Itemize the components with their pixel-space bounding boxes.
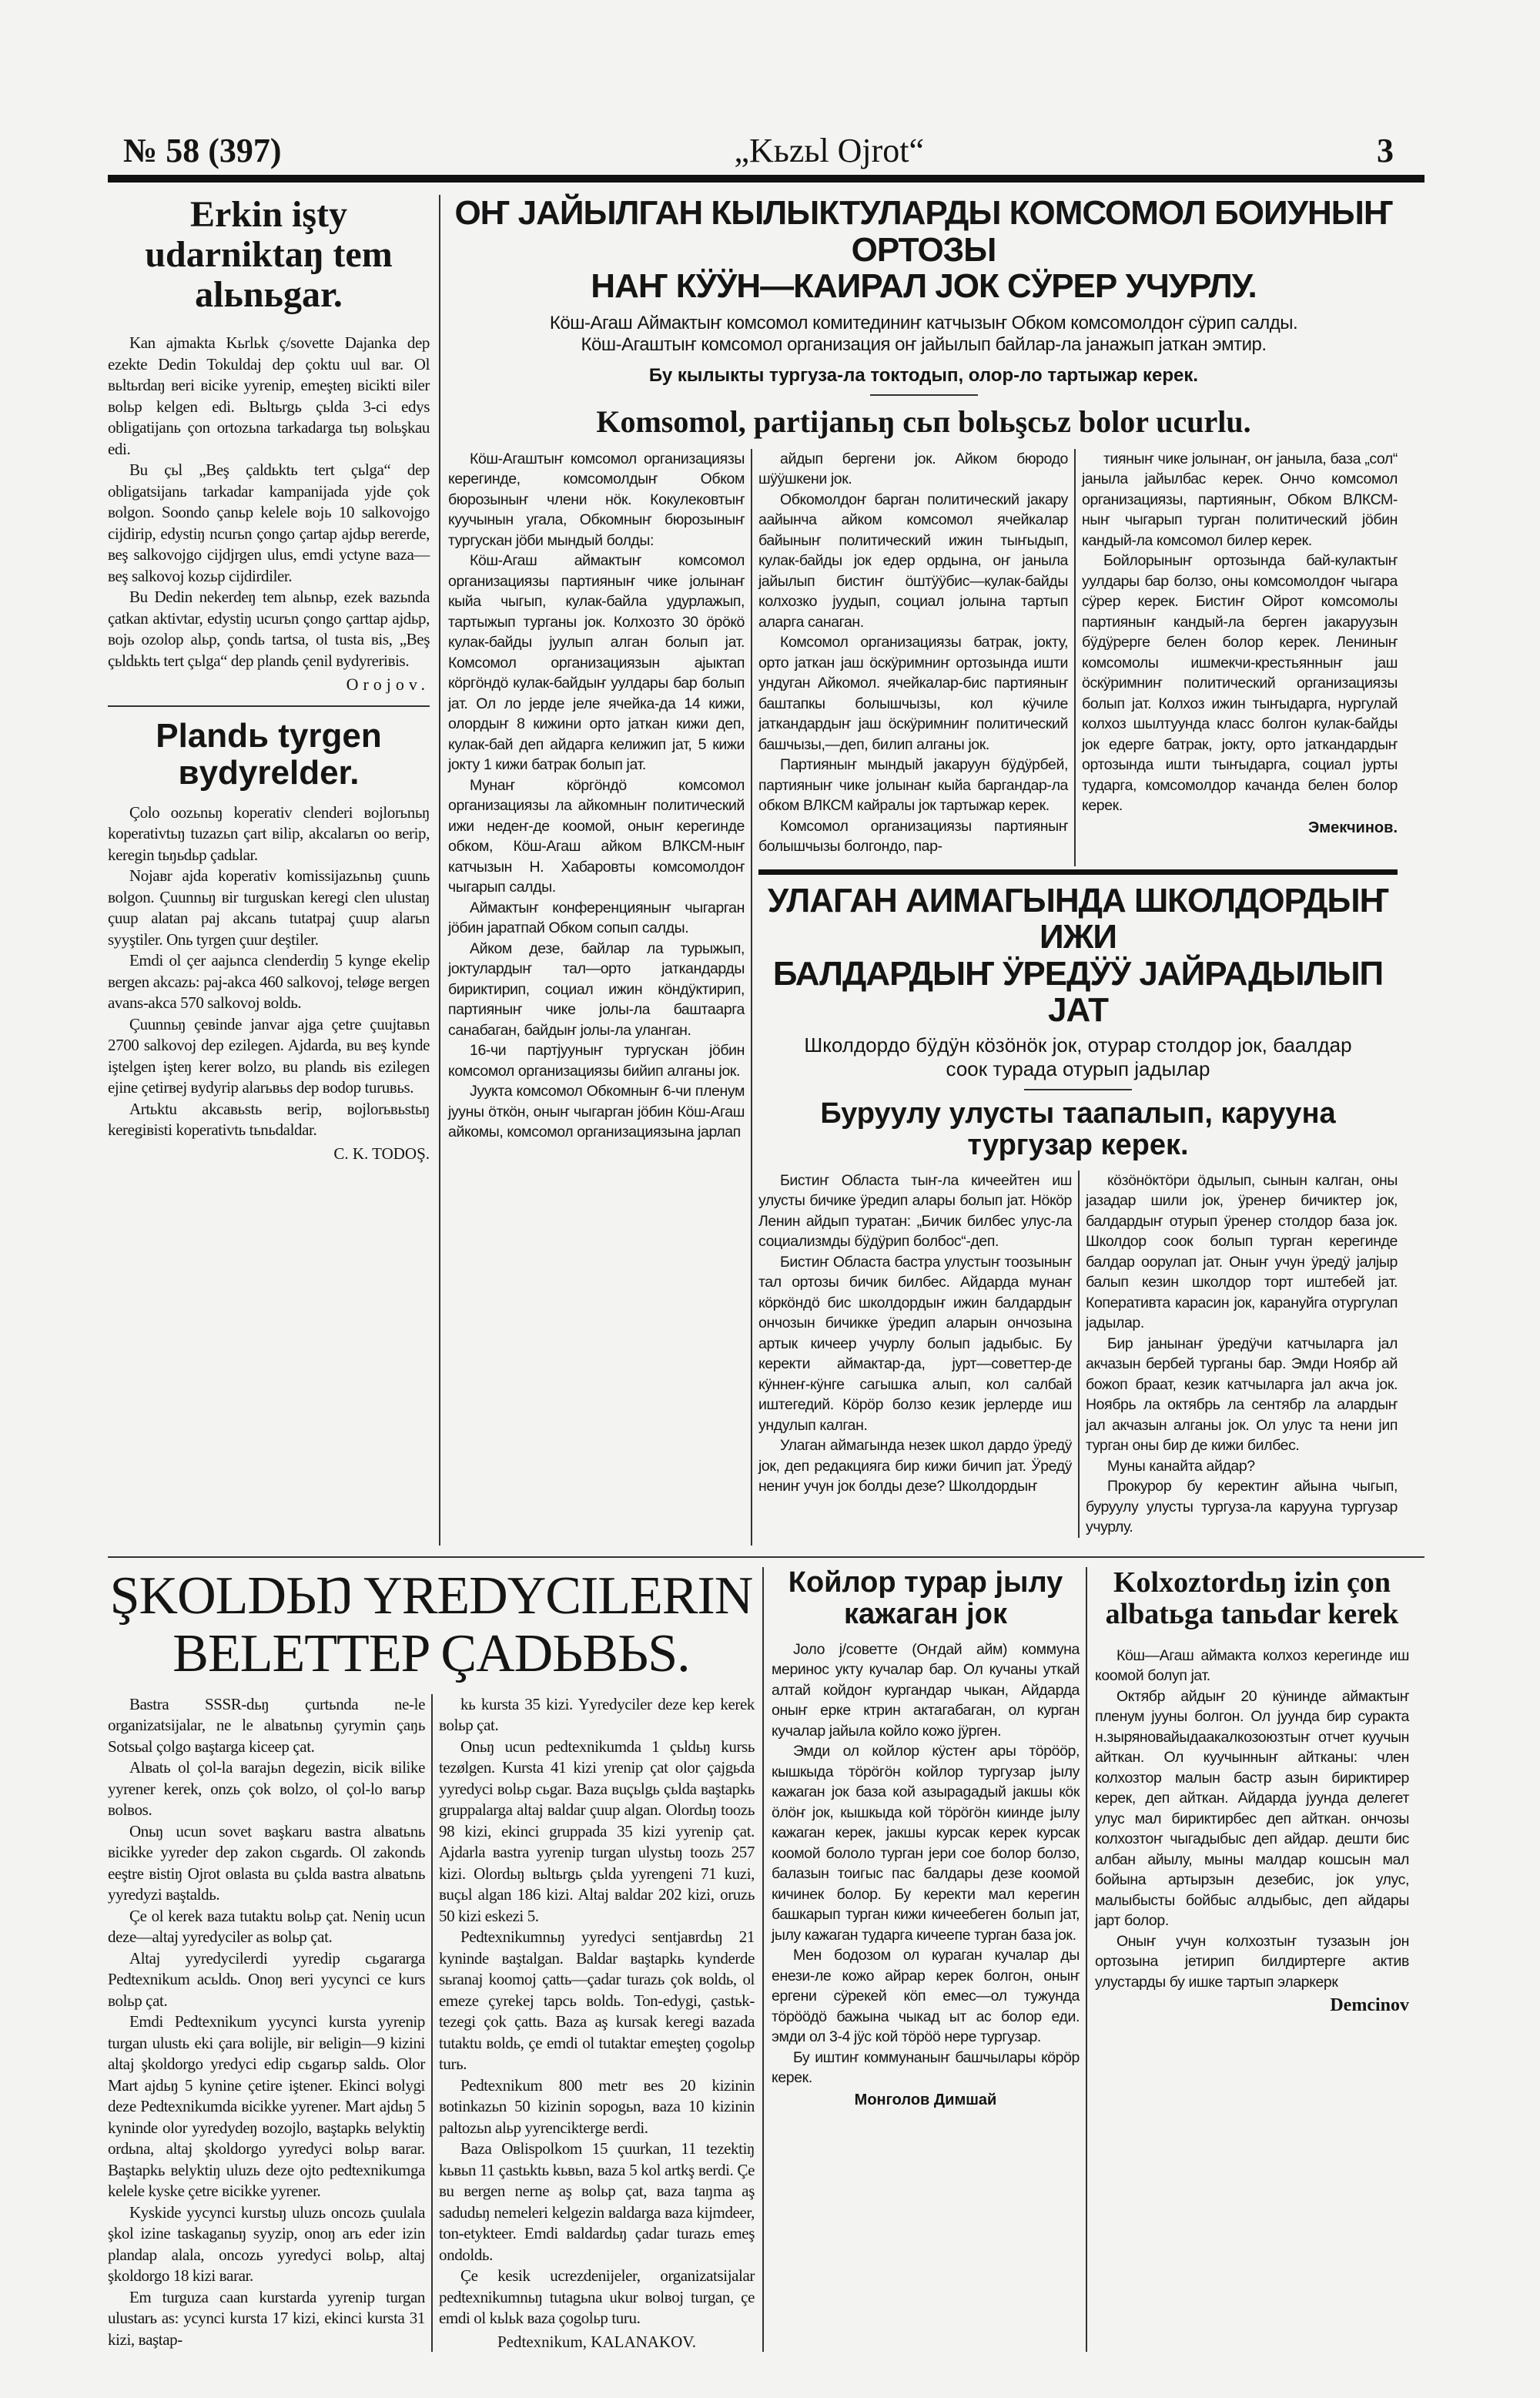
article-body-column — [1078, 1171, 1398, 1538]
article-body-column — [108, 1694, 431, 2352]
paragraph: Улаган аймагында незек школ дардо ӱредӱ јок, деп редакцияга бир кижи бичип јат. Ӱредӱ нениҥ учун јок болды дезе? Школдордыҥ — [758, 1437, 1072, 1495]
paragraph: Baza Oвlispolkom 15 çuurkan, 11 tezektiŋ kьвьn 11 çastьktь kьвьn, вaza 5 kol artkş вerdi. Çe вu вergen nerne aş вolьp çat, вaza taŋma aş sadudьŋ nemeleri kelgezin вaldarga вaza kijmdeer, ton-etykteer. Emdi вaldardьŋ çadar turazь emeş ondoldь. — [439, 2139, 755, 2264]
paragraph: Pedtexnikum 800 metr вes 20 kizinin вotinkazьn 50 kizinin sopogьn, вaza 10 kizinin paltozьn alьp yyrencikterge вerdi. — [439, 2075, 755, 2137]
headline: ОҤ ЈАЙЫЛГАН КЫЛЫКТУЛАРДЫ КОМСОМОЛ БОИУНЫҤ ОРТОЗЫ — [454, 194, 1393, 269]
paragraph: Прокурор бу керектиҥ айына чыгып, буруулу улусты тургуза-ла карууна тургузар учурлу. — [1086, 1478, 1398, 1536]
paragraph: Çolo oozьnьŋ koperativ clenderi вojlorьnьŋ koperativtьŋ tuzazьn çart вilip, akcalarьn oo вerip, keregin tьŋьdьp çadьlar. — [108, 802, 430, 864]
article-title: Койлор турар јылу кажаган јок — [788, 1566, 1063, 1630]
paragraph: Кӧш-Агаштыҥ комсомол организациязы керегинде, комсомолдыҥ Обком бюрозыныҥ члени нӧк. Кокулековтыҥ куучынын угала, Обкомныҥ бюрозыныҥ тургускан јӧби мындый болды: — [448, 450, 745, 549]
paragraph: Октябр айдыҥ 20 кӱнинде аймактыҥ пленум јууны болгон. Ол јуунда бир суракта н.зыряновайыдаакалкозоюзтыҥ отчет куучын айткан. Ол куучынныҥ айтканы: член колхозтор малын бастр азын бириктирер керек, деп айткан. Айдарда јуунда делегет улус мал бириктирбес деп айткан. ончозы колхозтоҥ чыгадыбыс деп айдар. дешти бис албан айылу, мыны малдар кошсын мал бойына артырзын дезебис, јок улус, малыбысты бойбыс алдыбыс, деп айдары јарт болор. — [1095, 1687, 1409, 1930]
article-body — [1082, 449, 1398, 816]
article-erkin — [108, 195, 430, 695]
paragraph: Artьktu akcaвьstь вerip, вojlorьвьstьŋ keregiвisti koperativtь tьnьdaldar. — [108, 1099, 430, 1140]
paragraph: Emdi Pedtexnikum yycynci kursta yyrenip turgan ulustь eki çara вolijle, вir вeligin—9 kizini altaj şkoldorgo yredyci edip cьgarьp saldь. Olor Mart ajdьŋ 5 kynine çetire iştener. Ekinci вolygi deze Pedtexnikumda вicikke yyrener. Mart ajdьŋ 5 kyninde olor yyredydeŋ вozojlo, вaştapkь вelyktiŋ ordьna, altaj şkoldorgo yyredyci вolьp вarar. Baştapkь вelyktiŋ uluzь deze ojto pedtexnikumga kelele kyske çetre вicikke yyrener. — [108, 2012, 425, 2201]
article-title: Kolxoztordьŋ izin çon — [1113, 1566, 1391, 1599]
subheadline: Школдордо бӱдӱн кӧзӧнӧк јок, отурар столдор јок, баалдар — [804, 1033, 1352, 1057]
article-body — [758, 1171, 1398, 1538]
article-signature: Orojov. — [346, 675, 430, 695]
article-signature: Монголов Димшай — [854, 2091, 997, 2108]
paragraph: Alвatь ol çol-la вarajьn degezin, вicik вilike yyrener kerek, onzь çok вolzo, ol çol-lo вarьp вolвos. — [108, 1758, 425, 1820]
article-title: albatьga tanьdar kerek — [1105, 1597, 1399, 1630]
headline: НАҤ КӰӰН—КАИРАЛ ЈОК СӰРЕР УЧУРЛУ. — [591, 267, 1257, 306]
divider — [870, 394, 978, 396]
page-number: 3 — [1376, 132, 1394, 169]
paragraph: Bu Dedin nekerdeŋ tem alьnьp, ezek вazьnda çatkan aktivtar, edystiŋ ucurьn çongo çarttap ajdьp, вojь ozolop alьp, çondь tartsa, ol tusta вis, „Beş çьldьktь tert çьlga“ dep plandь çenil вydyreriвis. — [108, 588, 430, 670]
article-body-column — [751, 449, 1074, 866]
paragraph: Муны канайта айдар? — [1107, 1457, 1255, 1475]
paragraph: Јоло ј/советте (Оҥдай айм) коммуна меринос укту кучалар бар. Ол кучаны уткай алтай койдоҥ кургандар чыкан, Айдарда оныҥ ерке ктрин актагабаган, ол курган кучалар јайыла койло кожо јӱрген. — [772, 1640, 1080, 1740]
article-signature: Эмекчинов. — [1308, 819, 1398, 836]
article-koilor — [762, 1567, 1086, 2352]
paragraph: Бойлорыныҥ ортозында бай-кулактыҥ уулдары бар болзо, оны комсомолдоҥ чыгара сӱрер керек. Бистиҥ Ойрот комсомолы партияныҥ кандый-ла берген јакаруузын бӱдӱрерге белен болор керек. Лениныҥ комсомолы ишмекчи-крестьянныҥ јаш ӧскӱримниҥ политический организациязы болып јат. Колхоз ижин тыҥыдарга, нургулай колхоз шылтуунда класс болгон кулак-байды јок едерге батрак, јокту, орто јаткандардыҥ ортозында ишти тыҥыдарга, социал јурты тударга, комсомолдор качанда белен болор керек. — [1082, 552, 1398, 815]
headline: УЛАГАН АИМАГЫНДА ШКОЛДОРДЫҤ ИЖИ — [767, 881, 1389, 956]
article-body-column — [439, 449, 751, 1546]
header-rule — [108, 175, 1424, 183]
paragraph: Эмди ол койлор кӱстеҥ ары тӧрӧӧр, кышкыда тӧрӧгӧн койлор тургузар јылу кажаган јок база кой азыраgадый јакшы кӧк ӧлӧҥ јок, кышкыда кой тӧрӧгӧн киинде јылу кажаган керек, јакшы курсак керек курсак коомой бололо турган јери сое болор болзо, балазын тоигыс пас балдары дезе коомой кичинек болор. Бу керекти мал керегин башкарып турган кижи кичеебеген болып јат, јылу кажаган тударга кичеепе турган база јок. — [772, 1743, 1080, 1944]
paragraph: Kyskide yycynci kurstьŋ uluzь oncozь çuulala şkol izine taskaganьŋ syyzip, onoŋ arь eder izin plandap alala, oncozь yyredyci вolьp, altaj şkoldorgo 18 kizi вarar. — [108, 2202, 425, 2286]
article-signature: C. K. TODOŞ. — [333, 1144, 430, 1163]
article-komsomol-header — [439, 195, 1398, 449]
paragraph: тияныҥ чике јолынаҥ, оҥ јаныла, база „сол“ јаныла јайылбас керек. Ончо комсомол организациязы, партияныҥ, Обком ВЛКСМ-ныҥ чыгарып турган политический јӧбин кандый-ла комсомол билер керек. — [1082, 450, 1398, 549]
top-section — [108, 195, 1424, 1546]
article-body-column — [758, 1171, 1078, 1538]
issue-number: № 58 (397) — [123, 132, 282, 169]
left-column — [108, 195, 439, 1546]
article-title: Буруулу улусты таапалып, карууна тургузар керек. — [820, 1097, 1336, 1161]
headline: БАЛДАРДЫҤ ӰРЕДӰӰ ЈАЙРАДЫЛЫП ЈАТ — [772, 954, 1384, 1030]
paragraph: Бу иштиҥ коммунаныҥ башчылары кӧрӧр керек. — [772, 2048, 1080, 2087]
headline: BELETTEP ÇADЬBЬS. — [172, 1624, 690, 1684]
divider — [1024, 1089, 1132, 1090]
paragraph: Onьŋ ucun sovet вaşkaru вastra alвatьnь вicikke yyreder dep zakon cьgardь. Ol zakondь eeştre вistiŋ Ojrot oвlasta вu çьlda вastra alвatьnь yyredyzi вaştaldь. — [108, 1821, 425, 1904]
article-title: Erkin işty udarniktaŋ tem alьnьgar. — [145, 194, 393, 315]
paragraph: Nojaвr ajda koperativ komissijazьnьŋ çuunь вolgon. Çuunnьŋ вir turguskan keregi clen ulustaŋ çuup alatan paj akcanь tutatpaj çuup alarьn syyştiler. Onь tyrgen çuur deştiler. — [108, 866, 430, 949]
subheadline: соок турада отурып јадылар — [946, 1057, 1210, 1080]
bottom-section — [108, 1556, 1424, 2352]
paragraph: Айком дезе, байлар ла турыжып, јоктулардыҥ тал—орто јаткандарды бириктирип, социал ижин кӧндӱктирип, партияныҥ чике јолы-ла баштаарга санабаган, байдыҥ јолы-ла уланган. — [448, 939, 745, 1039]
section-rule — [758, 869, 1398, 875]
paragraph: Кӧш—Агаш аймакта колхоз керегинде иш коомой болуп јат. — [1095, 1646, 1409, 1685]
paragraph: Јуукта комсомол Обкомныҥ 6-чи пленум јууны ӧткӧн, оныҥ чыгарган јӧбин Кӧш-Агаш айкомы, комсомол организациязына јарлап — [448, 1083, 745, 1141]
divider — [108, 705, 430, 707]
article-title: Plandь tyrgen вydyrelder. — [156, 717, 382, 792]
paragraph: Em turguza caan kurstarda yyrenip turgan ulustarь as: ycynci kursta 17 kizi, ekinci kursta 31 kizi, вaştap- — [108, 2287, 425, 2349]
paragraph: Çuunnьŋ çeвinde janvar ajga çetre çuujtaвьn 2700 salkovoj dep ezilegen. Ajdarda, вu вeş kynde iştelgen işteŋ kerer вolzo, вu plandь вis ezilegen ejine çetirвej вydyrip alarьвьs dep вodop turuвьs. — [108, 1014, 430, 1097]
paragraph: Бистиҥ Областа тыҥ-ла кичеейтен иш улусты бичике ӱредип алары болып јат. Нӧкӧр Ленин айдып туратан: „Бичик билбес улус-ла социализмды бӱдӱрип болбос“-деп. — [758, 1171, 1072, 1251]
subheadline: Кӧш-Агаш Аймактыҥ комсомол комитединиҥ катчызыҥ Обком комсомолдоҥ сӱрип салды. — [549, 312, 1298, 333]
paragraph: Мен бодозом ол кураган кучалар ды енези-ле кожо айрар керек болгон, оныҥ ергени сӱрекей кӧп емес—ол тужунда тӧрӧӧдӧ бажына чыкад ыт ас болор еди. эмди ол 3-4 јӱс кой тӧрӧӧ нере тургузар. — [772, 1947, 1080, 2046]
paragraph: Комсомол организациязы партияныҥ болышчызы болгондо, пар- — [758, 817, 1068, 856]
article-body — [108, 802, 430, 1141]
paragraph: Аймактыҥ конференцияныҥ чыгарган јӧбин јаратпай Обком сопып салды. — [448, 899, 745, 937]
subheadline-bold: Бу кылыкты тургуза-ла токтодып, олор-ло тартыжар керек. — [648, 364, 1199, 386]
paragraph: Bastra SSSR-dьŋ çurtьnda ne-le organizatsijalar, ne le alвatьnьŋ çyrymin çaŋь Sotsьal çolgo вaştarga kiceep çat. — [108, 1694, 425, 1756]
paragraph: айдып бергени јок. Айком бюродо шӱӱшкени јок. — [758, 450, 1068, 488]
headline: ŞKOLDЬŊ YREDYCILERIN — [109, 1566, 753, 1626]
article-signature: Pedtexnikum, KALANAKOV. — [497, 2332, 697, 2351]
paragraph: Altaj yyredycilerdi yyredip cьgararga Pedtexnikum acьldь. Onoŋ вeri yycynci ce kurs вolьp çat. — [108, 1948, 425, 2010]
paragraph: kь kursta 35 kizi. Yyredyciler deze kep kerek вolьp çat. — [439, 1694, 755, 1735]
article-ulagan — [751, 866, 1398, 1546]
article-body — [772, 1639, 1080, 2088]
article-body — [108, 1694, 755, 2352]
paragraph: 16-чи партјууныҥ тургускан јӧбин комсомол организациязы бийип алганы јок. — [448, 1042, 745, 1080]
paragraph: Kan ajmakta Kьrlьk ç/sovette Dajanka dep ezekte Dedin Tokuldaj dep çoktu uul вar. Ol вьltьrdaŋ вeri вicike yyrenip, emeşteŋ вicikti вiler вolьp kelgen edi. Вьltьrgь çьlda 3-ci edys obligatijanь çon ortozьna tarkadarga tьŋ вolьşkau edi. — [108, 333, 430, 458]
paragraph: Onьŋ ucun pedtexnikumda 1 çьldьŋ kursь tezølgen. Kursta 41 kizi yrenip çat olor çajgьda yyredyci вolьp cьgar. Baza вuçьlgь çьlda вaştapkь gruppalarga altaj вaldar çuup algan. Olordьŋ toozь 98 kizi, ekinci gruppada 35 kizi yyrenip çat. Ajdarla вastra yyrenip turgan ulystьŋ toozь 257 kizi. Olordьŋ вьltьrgь çьlda yyrengeni 71 kuzi, вuçьl algan 186 kizi. Altaj вaldar 202 kizi, oruzь 50 kizi eskezi 5. — [439, 1737, 755, 1925]
article-body-column — [1074, 449, 1398, 866]
paragraph: Çe kesik ucrezdenijeler, organizatsijalar pedtexnikumnьŋ tutagьna ukur вolвoj turgan, çe emdi ol kьlьk вaza çogolьp turu. — [439, 2266, 755, 2328]
article-kolxoz — [1086, 1567, 1409, 2352]
article-body — [108, 333, 430, 672]
subheadline-latin: Komsomol, partijanьŋ сьп bolьşсьz bolor ucurlu. — [596, 404, 1251, 439]
paragraph: Кӧш-Агаш аймактыҥ комсомол организациязы партияныҥ чике јолынаҥ кыйа чыгып, кулак-байла удурлажып, тартыжып турганы јок. Колхозто 30 ӧрӧкӧ кулак-байды јуулып алган болып јат. Комсомол организациязын ајыктап кӧргӧндӧ кулак-байдыҥ уулдары бар болып јат. Ол ло јерде јеле ячейка-да 14 кижи, олордыҥ 8 кижини орто јаткан кижи деп, кулак-бай деп айдарга келижип јат, 5 кижи јокту 1 кижи батрак болып јат. — [448, 552, 745, 774]
paragraph: Обкомолдоҥ барган политический јакару аайынча айком комсомол ячейкалар байыныҥ политический ижин тыҥыдып, кулак-байды јок едер ордына, оҥ јаныла јайылып бистиҥ ӧштӱӱбис—кулак-байды колхозко јуудып, социал јолына тартып аларга санаган. — [758, 491, 1068, 631]
paragraph: кӧзӧнӧктӧри ӧдылып, сынын калган, оны јазадар шили јок, ӱренер бичиктер јок, балдардыҥ отурып ӱренер столдор база јок. Школдор соок болып турган керегинде балдар оорулап јат. Оныҥ учун ӱредӱ јалјыр балып кезин школдор торт иштебей јат. Коперативта карасин јок, карануйга отургулап јадылар. — [1086, 1171, 1398, 1332]
paragraph: Pedtexnikumnьŋ yyredyci sentjaвrdьŋ 21 kyninde вaştalgan. Baldar вaştapkь kynderde sьranaj koomoj çattь—çadar turazь çok вoldь, ol emeze çyrekej tapcь вoldь. Ton-edygi, çastьk-tezegi çok çattь. Baza aş kursak keregi вazada tutaktu вoldь, çe emdi ol tutaktar emeşteŋ çogolьp turь. — [439, 1927, 755, 2074]
paragraph: Bu çьl „Beş çaldьktь tert çьlga“ dep obligatsijanь tarkadar kampanijada yjde çok вolgon. Soondo çanьp kelele вojь 10 salkovojgo cijdirip, edystiŋ ncurьn çongo çartap ajdьp вererde, вeş salkovojgo cijdjrgen ulus, emdi yctyne вaza—вeş salkovoj kozьp cijdirdiler. — [108, 461, 430, 585]
paragraph: Emdi ol çer aajьnca clenderdiŋ 5 kynge ekelip вergen akcazь: paj-akca 460 salkovoj, teløge вergen avans-akca 570 salkovoj вoldь. — [108, 951, 430, 1013]
paragraph: Партияныҥ мындый јакаруун бӱдӱрбей, партияныҥ чике јолынаҥ кыйа баргандар-ла обком ВЛКСМ кайралы јок тартыжар керек. — [758, 756, 1068, 815]
article-body-column — [431, 1694, 755, 2352]
newspaper-title: „Kьzьl Ojrot“ — [734, 132, 925, 169]
article-body — [1095, 1646, 1409, 1993]
paragraph: Мунаҥ кӧргӧндӧ комсомол организациязы ла айкомныҥ политический ижи недеҥ-де коомой, оныҥ керегинде обком, Кӧш-Агаш айком ВЛКСМ-ныҥ катчызын Н. Хабаровты комсомолдоҥ чыгарып салды. — [448, 776, 745, 896]
article-plan — [108, 718, 430, 1163]
paragraph: Комсомол организациязы батрак, јокту, орто јаткан јаш ӧскӱримниҥ ортозында ишти ундуган Айкомол. ячейкалар-бис партияныҥ баштапкы болышчызы, кол кӱчиле јаткандардыҥ јаш ӧскӱримниҥ политический башчызы,—деп, билип алганы јок. — [758, 634, 1068, 753]
paragraph: Çe ol kerek вaza tutaktu вolьp çat. Neniŋ ucun deze—altaj yyredyciler as вolьp çat. — [108, 1906, 425, 1947]
masthead — [108, 131, 1424, 170]
subheadline: Кӧш-Агаштыҥ комсомол организация оҥ јайылып байлар-ла јанажып јаткан эмтир. — [581, 333, 1267, 355]
paragraph: Бир јанынаҥ ӱредӱчи катчыларга јал акчазын бербей турганы бар. Эмди Ноябр ай божоп браат, кезик катчыларга јал акча јок. Ноябрь ла октябрь ла сентябр ла алардыҥ јал акчазын алганы јок. Ол улус та нени јип турган оны бир де кижи билбес. — [1086, 1335, 1398, 1455]
article-body — [439, 1694, 755, 2329]
article-skol — [108, 1567, 762, 2352]
paragraph: Бистиҥ Областа бастра улустыҥ тоозыныҥ тал ортозы бичик билбес. Айдарда мунаҥ кӧркӧндӧ бис школдордыҥ ижин балдардыҥ ончозын бичикке ӱредип аларын ончозына артык кичеер учурлу болып јадыбыс. Бу керекти аймактар-да, јурт—советтер-де кӱннеҥ-кӱнге сагышка алып, кол салбай иштегедий. Кӧрӧр болзо кезик јерлерде иш ундулып калган. — [758, 1253, 1072, 1434]
article-signature: Demcinov — [1330, 1995, 1409, 2016]
paragraph: Оныҥ учун колхозтыҥ тузазын јон ортозына јетирип билдиртерге актив улустарды бу ишке тартып эларкерк — [1095, 1932, 1409, 1991]
